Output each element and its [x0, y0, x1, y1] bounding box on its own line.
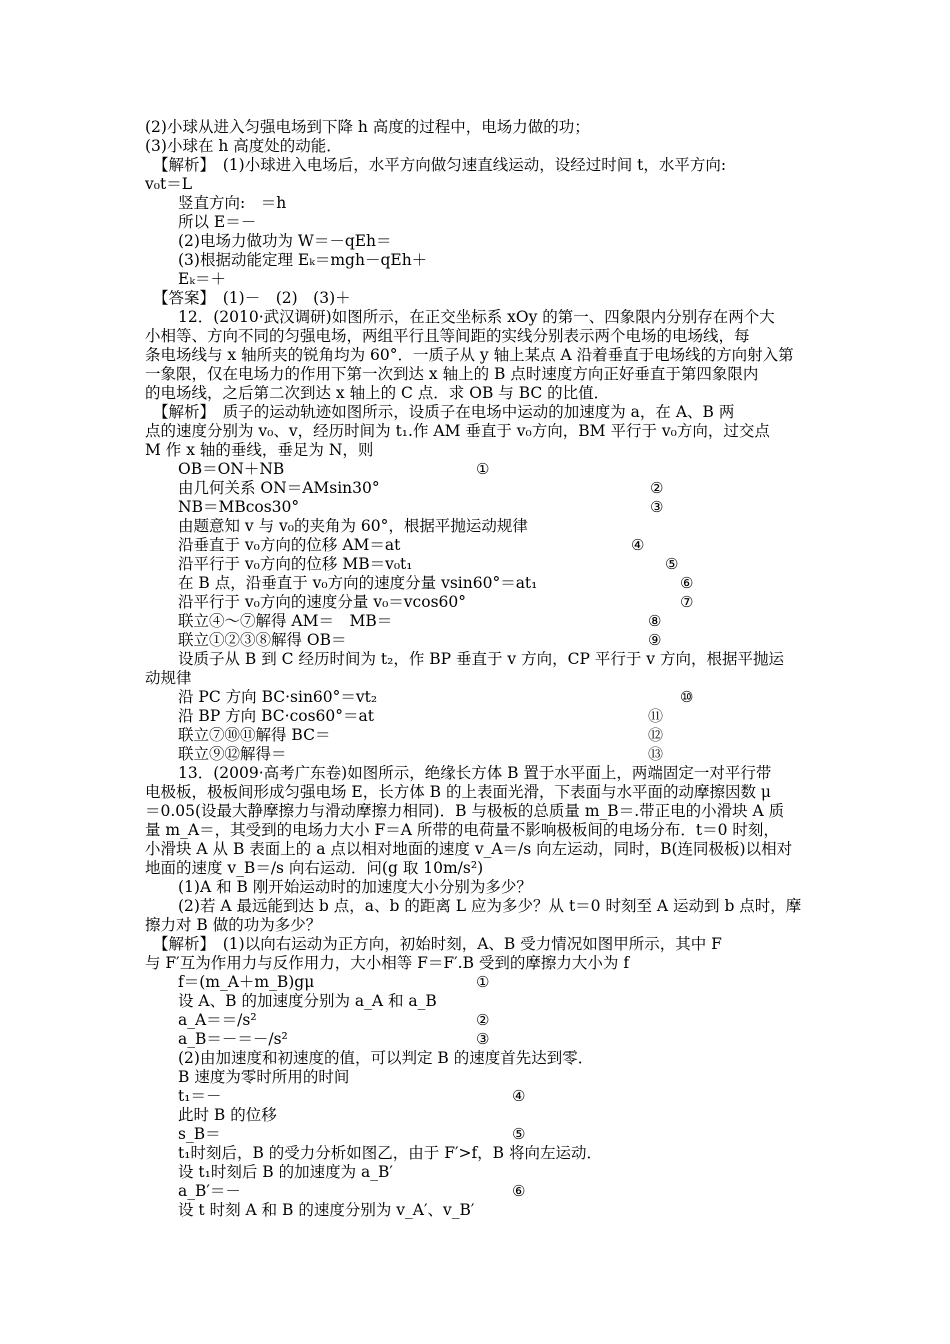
text-line: 一象限，仅在电场力的作用下第一次到达 x 轴上的 B 点时速度方向正好垂直于第四象限内: [145, 365, 759, 383]
text-line: a_B′＝－: [178, 1182, 241, 1200]
equation-number: ⑬: [648, 745, 664, 763]
equation-number: ④: [631, 536, 645, 554]
text-line: 所以 E＝－: [178, 213, 257, 231]
text-line: a_A＝＝/s²: [178, 1011, 257, 1029]
equation-number: ②: [476, 1011, 490, 1029]
text-line: OB＝ON＋NB: [178, 460, 285, 478]
text-line: 【解析】 (1)以向右运动为正方向，初始时刻，A、B 受力情况如图甲所示，其中 F: [153, 935, 722, 953]
text-line: 与 F′互为作用力与反作用力，大小相等 F＝F′.B 受到的摩擦力大小为 f: [145, 954, 630, 972]
text-line: (2)小球从进入匀强电场到下降 h 高度的过程中，电场力做的功；: [145, 118, 590, 136]
text-line: 量 m_A＝，其受到的电场力大小 F＝A 所带的电荷量不影响极板间的电场分布．t＝0 时刻，: [145, 821, 779, 839]
text-line: 联立⑦⑩⑪解得 BC＝: [178, 726, 331, 744]
text-line: 小滑块 A 从 B 表面上的 a 点以相对地面的速度 v_A＝/s 向左运动，同时，B(连同极板)以相对: [145, 840, 793, 858]
equation-number: ②: [650, 479, 664, 497]
equation-number: ⑦: [680, 593, 694, 611]
text-line: Eₖ＝＋: [178, 270, 226, 288]
equation-number: ⑤: [512, 1125, 526, 1143]
text-line: t₁时刻后，B 的受力分析如图乙，由于 F′>f，B 将向左运动．: [178, 1144, 603, 1162]
equation-number: ⑥: [512, 1182, 526, 1200]
equation-number: ⑩: [680, 688, 694, 706]
text-line: B 速度为零时所用的时间: [178, 1068, 350, 1086]
text-line: 的电场线，之后第二次到达 x 轴上的 C 点．求 OB 与 BC 的比值．: [145, 384, 610, 402]
equation-number: ⑧: [648, 612, 662, 630]
equation-number: ⑨: [648, 631, 662, 649]
text-line: f＝(m_A＋m_B)gμ: [178, 973, 315, 991]
text-line: 12．(2010·武汉调研)如图所示，在正交坐标系 xOy 的第一、四象限内分别存在两个大: [178, 308, 775, 326]
text-line: 13．(2009·高考广东卷)如图所示，绝缘长方体 B 置于水平面上，两端固定一对平行带: [178, 764, 772, 782]
text-line: 联立④～⑦解得 AM＝ MB＝: [178, 612, 393, 630]
text-line: 设 t 时刻 A 和 B 的速度分别为 v_A′、v_B′: [178, 1201, 475, 1219]
text-line: 擦力对 B 做的功为多少？: [145, 916, 322, 934]
text-line: 小相等、方向不同的匀强电场，两组平行且等间距的实线分别表示两个电场的电场线，每: [145, 327, 750, 345]
text-line: (2)若 A 最远能到达 b 点，a、b 的距离 L 应为多少？从 t＝0 时刻至 A 运动到 b 点时，摩: [178, 897, 802, 915]
equation-number: ④: [512, 1087, 526, 1105]
text-line: a_B＝－＝－/s²: [178, 1030, 288, 1048]
text-line: 动规律: [145, 669, 192, 687]
equation-number: ⑥: [680, 574, 694, 592]
equation-number: ①: [476, 973, 490, 991]
text-line: v₀t＝L: [145, 175, 192, 193]
text-line: 设 A、B 的加速度分别为 a_A 和 a_B: [178, 992, 437, 1010]
text-line: 设 t₁时刻后 B 的加速度为 a_B′: [178, 1163, 393, 1181]
text-line: 条电场线与 x 轴所夹的锐角均为 60°．一质子从 y 轴上某点 A 沿着垂直于电场线的方向射入第: [145, 346, 794, 364]
text-line: NB＝MBcos30°: [178, 498, 300, 516]
text-line: 沿 PC 方向 BC·sin60°＝vt₂: [178, 688, 378, 706]
text-line: (3)小球在 h 高度处的动能．: [145, 137, 342, 155]
text-line: 设质子从 B 到 C 经历时间为 t₂，作 BP 垂直于 v 方向，CP 平行于 v 方向，根据平抛运: [178, 650, 784, 668]
text-line: 沿 BP 方向 BC·cos60°＝at: [178, 707, 374, 725]
text-line: ＝0.05(设最大静摩擦力与滑动摩擦力相同)．B 与极板的总质量 m_B＝.带正电的小滑块 A 质: [145, 802, 785, 820]
equation-number: ⑪: [648, 707, 664, 725]
text-line: 联立①②③⑧解得 OB＝: [178, 631, 347, 649]
text-line: t₁＝－: [178, 1087, 222, 1105]
text-line: s_B＝: [178, 1125, 221, 1143]
text-line: 【答案】 (1)－ (2) (3)＋: [153, 289, 351, 307]
text-line: 【解析】 (1)小球进入电场后，水平方向做匀速直线运动，设经过时间 t，水平方向:: [153, 156, 727, 174]
text-line: 在 B 点，沿垂直于 v₀方向的速度分量 vsin60°＝at₁: [178, 574, 538, 592]
text-line: 此时 B 的位移: [178, 1106, 277, 1124]
text-line: 联立⑨⑫解得＝: [178, 745, 287, 763]
text-line: 沿平行于 v₀方向的位移 MB＝v₀t₁: [178, 555, 413, 573]
equation-number: ①: [476, 460, 490, 478]
text-line: 由题意知 v 与 v₀的夹角为 60°，根据平抛运动规律: [178, 517, 528, 535]
equation-number: ⑫: [648, 726, 664, 744]
text-line: 地面的速度 v_B＝/s 向右运动．问(g 取 10m/s²): [145, 859, 484, 877]
text-line: 由几何关系 ON＝AMsin30°: [178, 479, 380, 497]
text-line: (2)由加速度和初速度的值，可以判定 B 的速度首先达到零．: [178, 1049, 594, 1067]
text-line: 点的速度分别为 v₀、v，经历时间为 t₁.作 AM 垂直于 v₀方向，BM 平行于 v₀方向，过交点: [145, 422, 770, 440]
equation-number: ⑤: [665, 555, 679, 573]
text-line: 沿垂直于 v₀方向的位移 AM＝at: [178, 536, 401, 554]
text-line: (2)电场力做功为 W＝－qEh＝: [178, 232, 392, 250]
equation-number: ③: [650, 498, 664, 516]
text-line: 沿平行于 v₀方向的速度分量 v₀＝vcos60°: [178, 593, 466, 611]
text-line: (3)根据动能定理 Eₖ＝mgh－qEh＋: [178, 251, 428, 269]
equation-number: ③: [476, 1030, 490, 1048]
text-line: 竖直方向: ＝h: [178, 194, 287, 212]
text-line: (1)A 和 B 刚开始运动时的加速度大小分别为多少？: [178, 878, 532, 896]
text-line: 【解析】 质子的运动轨迹如图所示，设质子在电场中运动的加速度为 a，在 A、B 两: [153, 403, 735, 421]
text-line: 电极板，极板间形成匀强电场 E，长方体 B 的上表面光滑，下表面与水平面的动摩擦因数 μ: [145, 783, 771, 801]
text-line: M 作 x 轴的垂线，垂足为 N，则: [145, 441, 374, 459]
